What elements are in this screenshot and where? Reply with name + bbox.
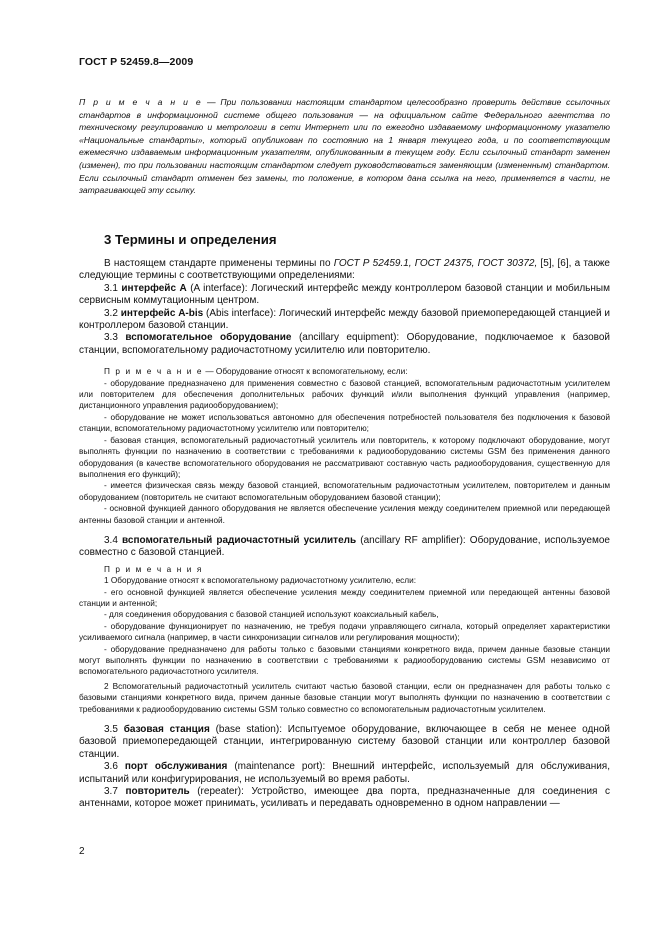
list-item: - оборудование функционирует по назначению, не требуя подачи управляющего сигнала, который определяет характеристики усиливаемого сигнала (например, в части синхронизации сигналов или регулирования мощности);	[79, 621, 610, 643]
note-ancillary-equipment: П р и м е ч а н и е — Оборудование относят к вспомогательному, если: - оборудование предназначено для применения совместно с базовой станцией, вспомогательным радиочастотным усилителем или повторителем для обеспечения дополнительных рабочих функций и/или выполнения функций управления (например, дистанционного управления радиооборудованием); - оборудование не может использоваться автономно для обеспечения потребностей пользователя без подключения к базовой станции, вспомогательному радиочастотному усилителю или повторителю; - базовая станция, вспомогательный радиочастотный усилитель или повторитель, к которому подключают оборудование, могут выполнять функции по назначению в соответствии с требованиями к радиооборудованию системы GSM без применения данного оборудования (в качестве вспомогательного оборудования не рассматривают составную часть радиооборудования, существенную для выполнения его функций); - имеется физическая связь между базовой станцией, вспомогательным радиочастотным усилителем, повторителем и данным оборудованием (повторитель не считают вспомогательным оборудованием базовой станции); - основной функцией данного оборудования не является обеспечение усиления между соединителем приемной или передающей антенны базовой станции и антенной.	[79, 367, 610, 525]
list-item: - оборудование не может использоваться автономно для обеспечения потребностей пользователя без подключения к базовой станции, вспомогательному радиочастотному усилителю или повторителю;	[79, 412, 610, 434]
term-3-7: 3.7 повторитель (repeater): Устройство, имеющее два порта, предназначенные для соединения с антеннами, которое может принимать, усиливать и передавать одновременно в одном направлении —	[79, 786, 610, 810]
list-item: - его основной функцией является обеспечение усиления между соединителем приемной или передающей антенны базовой станции и антенной;	[79, 587, 610, 608]
intro-paragraph: В настоящем стандарте применены термины по ГОСТ Р 52459.1, ГОСТ 24375, ГОСТ 30372, [5], [6], а также следующие термины с соответствующими определениями:	[79, 258, 610, 282]
term-3-6: 3.6 порт обслуживания (maintenance port): Внешний интерфейс, используемый для обслуживания, испытаний или конфигурирования, не используемый во время работы.	[79, 761, 610, 785]
term-3-5: 3.5 базовая станция (base station): Испытуемое оборудование, включающее в себя не менее одной базовой приемопередающей станции, интегрированную систему базовой станции или контроллер базовой станции.	[79, 724, 610, 760]
document-header: ГОСТ Р 52459.8—2009	[79, 56, 194, 68]
standard-references: ГОСТ Р 52459.1, ГОСТ 24375, ГОСТ 30372,	[333, 258, 538, 269]
list-item: - оборудование предназначено для применения совместно с базовой станцией, вспомогательным радиочастотным усилителем или повторителем для обеспечения дополнительных рабочих функций и/или выполнения функций управления (например, дистанционного управления радиооборудованием);	[79, 378, 610, 411]
list-item: - для соединения оборудования с базовой станцией используют коаксиальный кабель,	[104, 610, 439, 620]
note-label: П р и м е ч а н и е	[79, 97, 203, 107]
page-number: 2	[79, 846, 85, 857]
list-item: - оборудование предназначено для работы только с базовыми станциями конкретного вида, причем данные базовые станции могут выполнять функции по назначению в соответствии с требованиями к радиооборудованию системы GSM независимо от вспомогательного радиочастотного усилителя.	[79, 644, 610, 677]
list-item: - базовая станция, вспомогательный радиочастотный усилитель или повторитель, к которому подключают оборудование, могут выполнять функции по назначению в соответствии с требованиями к радиооборудованию системы GSM без применения данного оборудования (в качестве вспомогательного оборудования не рассматривают составную часть радиооборудования, существенную для выполнения его функций);	[79, 435, 610, 479]
note-2: 2 Вспомогательный радиочастотный усилитель считают частью базовой станции, если он предназначен для работы только с базовыми станциями конкретного вида, причем данные базовые станции могут выполнять функции по назначению в соответствии с требованиями к радиооборудованию системы GSM только совместно со вспомогательным радиочастотным усилителем.	[79, 681, 610, 714]
list-item: - имеется физическая связь между базовой станцией, вспомогательным радиочастотным усилителем, повторителем и данным оборудованием (повторитель не считают вспомогательным оборудованием базовой станции);	[79, 481, 610, 502]
section-title: 3 Термины и определения	[104, 232, 277, 247]
notes-ancillary-rf-amplifier: П р и м е ч а н и я 1 Оборудование относят к вспомогательному радиочастотному усилителю, если: - его основной функцией является обеспечение усиления между соединителем приемной или передающей антенны базовой станции и антенной; - для соединения оборудования с базовой станцией используют коаксиальный кабель, - оборудование функционирует по назначению, не требуя подачи управляющего сигнала, который определяет характеристики усиливаемого сигнала (например, в части синхронизации сигналов или регулирования мощности); - оборудование предназначено для работы только с базовыми станциями конкретного вида, причем данные базовые станции могут выполнять функции по назначению в соответствии с требованиями к радиооборудованию системы GSM независимо от вспомогательного радиочастотного усилителя. 2 Вспомогательный радиочастотный усилитель считают частью базовой станции, если он предназначен для работы только с базовыми станциями конкретного вида, причем данные базовые станции могут выполнять функции по назначению в соответствии с требованиями к радиооборудованию системы GSM только совместно со вспомогательным радиочастотным усилителем.	[79, 564, 610, 714]
term-3-1: 3.1 интерфейс А (A interface): Логический интерфейс между контроллером базовой станции и мобильным сервисным коммутационным центром.	[79, 282, 610, 307]
note-text: — При пользовании настоящим стандартом целесообразно проверить действие ссылочных стандартов в информационной системе общего пользования — на официальном сайте Федерального агентства по техническому регулированию и метрологии в сети Интернет или по ежегодно издаваемому информационному указателю «Национальные стандарты», который опубликован по состоянию на 1 января текущего года, и по соответствующим ежемесячно издаваемым информационным указателям, опубликованным в текущем году. Если ссылочный стандарт заменен (изменен), то при пользовании настоящим стандартом следует руководствоваться заменяющим (измененным) стандартом. Если ссылочный стандарт отменен без замены, то положение, в котором дана ссылка на него, применяется в части, не затрагивающей эту ссылку.	[79, 97, 610, 196]
term-3-2: 3.2 интерфейс A-bis (Abis interface): Логический интерфейс между базовой приемопередающей станцией и контроллером базовой станции.	[79, 307, 610, 332]
list-item: - основной функцией данного оборудования не является обеспечение усиления между соединителем приемной или передающей антенны базовой станции и антенной.	[79, 504, 610, 525]
term-3-3: 3.3 вспомогательное оборудование (ancillary equipment): Оборудование, подключаемое к базовой станции, вспомогательному радиочастотному усилителю или повторителю.	[79, 332, 610, 356]
reference-note	[79, 96, 610, 197]
notes-label: П р и м е ч а н и я	[104, 564, 203, 574]
section-body	[79, 258, 610, 811]
term-3-4: 3.4 вспомогательный радиочастотный усилитель (ancillary RF amplifier): Оборудование, используемое совместно с базовой станцией.	[79, 534, 610, 559]
